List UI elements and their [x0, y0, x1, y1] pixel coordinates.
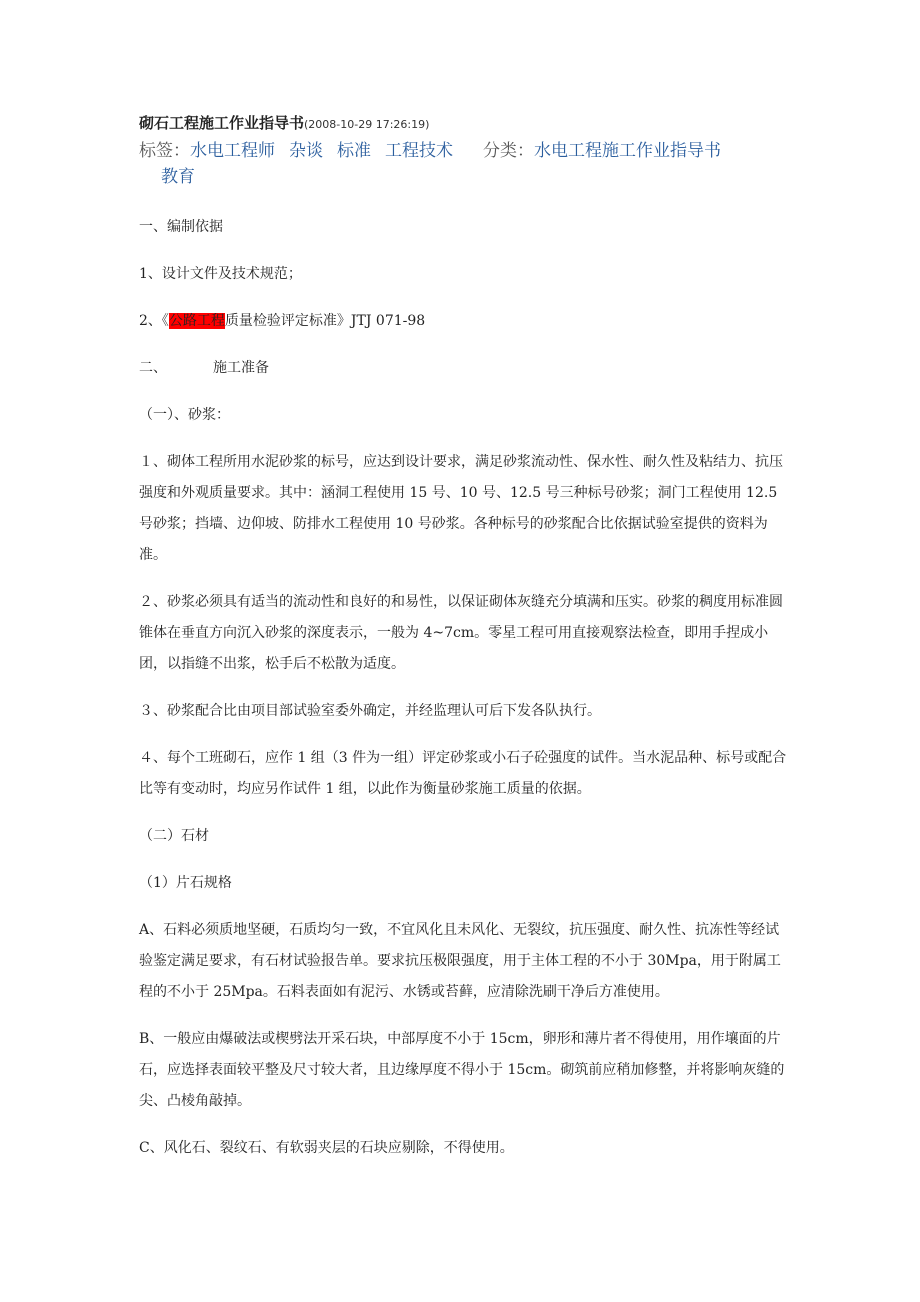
paragraph: ２、砂浆必须具有适当的流动性和良好的和易性，以保证砌体灰缝充分填满和压实。砂浆的稠度用标准圆锥体在垂直方向沉入砂浆的深度表示，一般为 4~7cm。零星工程可用直接观察法检查，即用手捏成小团，以指缝不出浆，松手后不松散为适度。 [139, 594, 783, 672]
paragraph: １、砌体工程所用水泥砂浆的标号，应达到设计要求，满足砂浆流动性、保水性、耐久性及粘结力、抗压强度和外观质量要求。其中：涵洞工程使用 15 号、10 号、12.5 号三种标号砂浆；洞门工程使用 12.5 号砂浆；挡墙、边仰坡、防排水工程使用 10 号砂浆。各种标号的砂浆配合比依据试验室提供的资料为准。 [139, 454, 783, 563]
subsection-heading: （二）石材 [139, 828, 209, 844]
highlighted-text: 公路工程 [168, 313, 225, 329]
paragraph: ４、每个工班砌石，应作 1 组（3 件为一组）评定砂浆或小石子砼强度的试件。当水泥品种、标号或配合比等有变动时，均应另作试件 1 组，以此作为衡量砂浆施工质量的依据。 [139, 750, 787, 797]
document-page [139, 112, 787, 1164]
tag-link[interactable]: 工程技术 [385, 141, 453, 161]
section-heading: 二、 施工准备 [139, 360, 269, 376]
category-link[interactable]: 水电工程施工作业指导书 [534, 141, 721, 161]
paragraph: ３、砂浆配合比由项目部试验室委外确定，并经监理认可后下发各队执行。 [139, 703, 601, 719]
article-header [139, 112, 787, 136]
tag-link[interactable]: 水电工程师 [190, 141, 275, 161]
subsection-heading: （1）片石规格 [139, 875, 232, 891]
tags-row [139, 138, 787, 190]
tags-label: 标签： [139, 141, 190, 161]
paragraph: 1、设计文件及技术规范； [139, 266, 302, 282]
paragraph: C、风化石、裂纹石、有软弱夹层的石块应剔除，不得使用。 [139, 1140, 514, 1156]
paragraph: A、石料必须质地坚硬，石质均匀一致，不宜风化且未风化、无裂纹，抗压强度、耐久性、抗冻性等经试验鉴定满足要求，有石材试验报告单。要求抗压极限强度，用于主体工程的不小于 30Mpa，用于附属工程的不小于 25Mpa。石料表面如有泥污、水锈或苔藓，应清除洗刷干净后方准使用。 [139, 922, 781, 1000]
tag-link[interactable]: 标准 [337, 141, 371, 161]
tag-link[interactable]: 杂谈 [289, 141, 323, 161]
category-link-education[interactable]: 教育 [161, 167, 195, 187]
section-heading: 一、编制依据 [139, 219, 223, 235]
paragraph: B、一般应由爆破法或楔劈法开采石块，中部厚度不小于 15cm，卵形和薄片者不得使用，用作壤面的片石，应选择表面较平整及尺寸较大者，且边缘厚度不得小于 15cm。砌筑前应稍加修整，并将影响灰缝的尖、凸棱角敲掉。 [139, 1031, 785, 1109]
subsection-heading: （一）、砂浆： [139, 407, 230, 423]
article-date: (2008-10-29 17:26:19) [304, 118, 430, 131]
paragraph: 2、《公路工程质量检验评定标准》JTJ 071-98 [139, 313, 426, 329]
category-label: 分类： [483, 141, 534, 161]
article-title: 砌石工程施工作业指导书 [139, 114, 305, 132]
